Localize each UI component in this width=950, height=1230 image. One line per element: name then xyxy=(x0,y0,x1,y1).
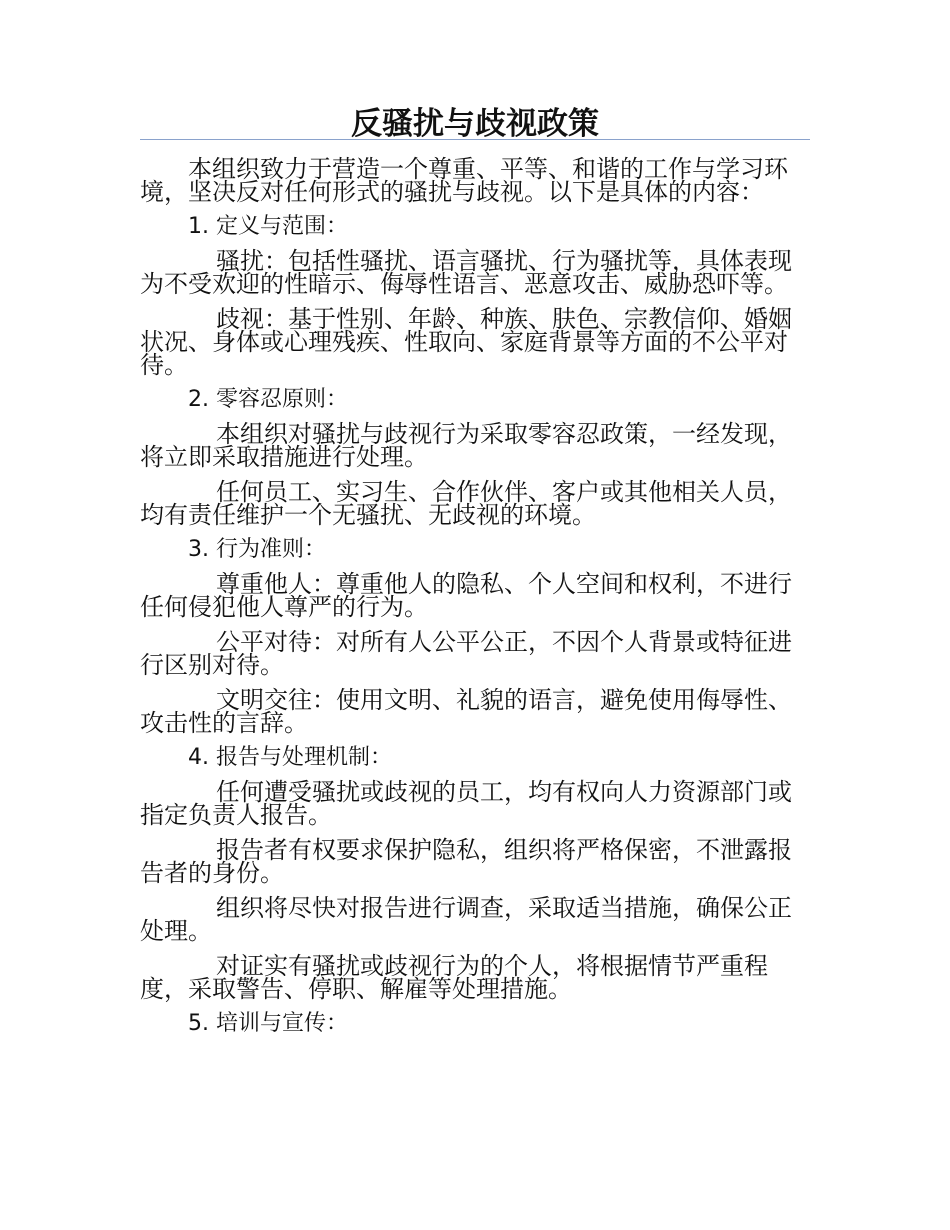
document-title: 反骚扰与歧视政策 xyxy=(351,106,599,142)
section-paragraph: 任何员工、实习生、合作伙伴、客户或其他相关人员，均有责任维护一个无骚扰、无歧视的环境。 xyxy=(140,478,792,529)
section-paragraph: 组织将尽快对报告进行调查，采取适当措施，确保公正处理。 xyxy=(140,894,792,945)
section-heading-zero-tolerance: 2. 零容忍原则： xyxy=(188,387,348,412)
intro-paragraph: 本组织致力于营造一个尊重、平等、和谐的工作与学习环境，坚决反对任何形式的骚扰与歧视。以下是具体的内容： xyxy=(140,155,788,206)
section-heading-definitions: 1. 定义与范围： xyxy=(188,214,348,239)
section-paragraph: 公平对待：对所有人公平公正，不因个人背景或特征进行区别对待。 xyxy=(140,628,792,679)
section-paragraph: 歧视：基于性别、年龄、种族、肤色、宗教信仰、婚姻状况、身体或心理残疾、性取向、家庭背景等方面的不公平对待。 xyxy=(140,305,792,379)
section-paragraph: 尊重他人：尊重他人的隐私、个人空间和权利，不进行任何侵犯他人尊严的行为。 xyxy=(140,570,792,621)
section-paragraph: 骚扰：包括性骚扰、语言骚扰、行为骚扰等，具体表现为不受欢迎的性暗示、侮辱性语言、恶意攻击、威胁恐吓等。 xyxy=(140,247,792,298)
section-paragraph: 任何遭受骚扰或歧视的员工，均有权向人力资源部门或指定负责人报告。 xyxy=(140,778,792,829)
section-paragraph: 本组织对骚扰与歧视行为采取零容忍政策，一经发现，将立即采取措施进行处理。 xyxy=(140,420,792,471)
document-body xyxy=(140,155,810,1036)
title-underline xyxy=(140,139,810,140)
section-heading-training: 5. 培训与宣传： xyxy=(188,1011,348,1036)
section-paragraph: 文明交往：使用文明、礼貌的语言，避免使用侮辱性、攻击性的言辞。 xyxy=(140,686,792,737)
section-heading-code-of-conduct: 3. 行为准则： xyxy=(188,537,326,562)
section-paragraph: 对证实有骚扰或歧视行为的个人，将根据情节严重程度，采取警告、停职、解雇等处理措施。 xyxy=(140,952,768,1003)
section-heading-reporting: 4. 报告与处理机制： xyxy=(188,745,392,770)
section-paragraph: 报告者有权要求保护隐私，组织将严格保密，不泄露报告者的身份。 xyxy=(140,836,792,887)
